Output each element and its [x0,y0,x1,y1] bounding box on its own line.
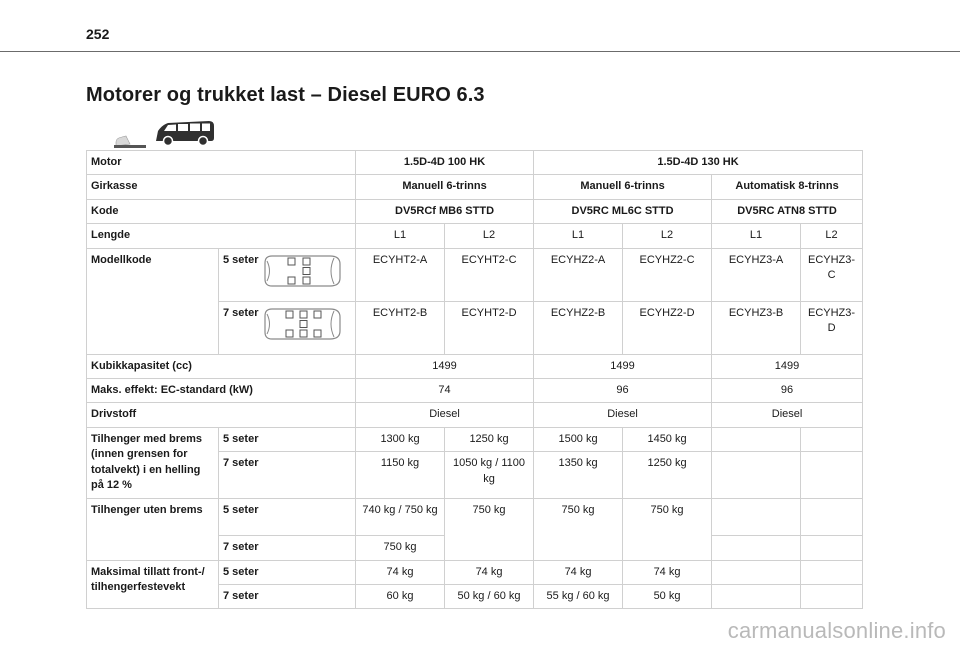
code-cell: DV5RC ATN8 STTD [712,199,863,223]
unbraked-trailer-label: Tilhenger uten brems [87,499,219,560]
gearbox-cell: Automatisk 8-trinns [712,175,863,199]
model-code-label: Modellkode [87,248,219,354]
unbraked-cell: 750 kg [445,499,534,560]
braked-cell: 1500 kg [534,427,623,451]
model-code-cell: ECYHZ2-A [534,248,623,301]
table-row [87,427,863,451]
unbraked-cell: 750 kg [356,536,445,560]
gearbox-cell: Manuell 6-trinns [534,175,712,199]
table-row [87,175,863,199]
table-row [87,403,863,427]
hitch-cell: 60 kg [356,584,445,608]
length-cell: L2 [801,224,863,248]
model-code-cell: ECYHZ2-B [534,301,623,354]
empty-cell [801,427,863,451]
seat-layout-7-icon [262,306,342,342]
capacity-label: Kubikkapasitet (cc) [87,354,356,378]
empty-cell [801,584,863,608]
seats-5-cell [219,248,356,301]
model-code-cell: ECYHZ3-D [801,301,863,354]
seats-7-label: 7 seter [219,452,356,499]
seats-5-label: 5 seter [219,427,356,451]
fuel-cell: Diesel [356,403,534,427]
engine-header: 1.5D-4D 100 HK [356,151,534,175]
empty-cell [801,560,863,584]
hitch-cell: 55 kg / 60 kg [534,584,623,608]
hitch-cell: 50 kg / 60 kg [445,584,534,608]
seat-layout-5-icon [262,253,342,289]
table-row [87,199,863,223]
braked-cell: 1050 kg / 1100 kg [445,452,534,499]
unbraked-cell: 750 kg [534,499,623,560]
empty-cell [712,560,801,584]
code-cell: DV5RCf MB6 STTD [356,199,534,223]
seats-7-label: 7 seter [219,536,356,560]
empty-cell [712,584,801,608]
engine-header: 1.5D-4D 130 HK [534,151,863,175]
model-code-cell: ECYHZ3-A [712,248,801,301]
fuel-cell: Diesel [712,403,863,427]
model-code-cell: ECYHT2-C [445,248,534,301]
empty-cell [712,427,801,451]
header-divider [0,51,960,52]
watermark[interactable]: carmanualsonline.info [727,618,946,643]
table-row [87,499,863,536]
van-side-icon [110,114,220,148]
code-cell: DV5RC ML6C STTD [534,199,712,223]
hitch-cell: 74 kg [356,560,445,584]
table-row [87,151,863,175]
seats-5-label: 5 seter [219,499,356,536]
seats-7-label: 7 seter [223,306,259,319]
empty-cell [801,499,863,536]
empty-cell [801,536,863,560]
seats-7-cell [219,301,356,354]
empty-cell [801,452,863,499]
power-cell: 74 [356,378,534,402]
motor-label: Motor [87,151,356,175]
model-code-cell: ECYHZ3-C [801,248,863,301]
hitch-cell: 74 kg [534,560,623,584]
hitch-cell: 50 kg [623,584,712,608]
power-cell: 96 [534,378,712,402]
empty-cell [712,499,801,536]
model-code-cell: ECYHT2-B [356,301,445,354]
length-cell: L1 [534,224,623,248]
code-label: Kode [87,199,356,223]
braked-cell: 1300 kg [356,427,445,451]
seats-5-label: 5 seter [219,560,356,584]
empty-cell [712,452,801,499]
braked-trailer-label: Tilhenger med brems (innen grensen for totalvekt) i en helling på 12 % [87,427,219,498]
seats-5-label: 5 seter [223,253,259,266]
power-label: Maks. effekt: EC-standard (kW) [87,378,356,402]
capacity-cell: 1499 [712,354,863,378]
power-cell: 96 [712,378,863,402]
gearbox-cell: Manuell 6-trinns [356,175,534,199]
braked-cell: 1250 kg [623,452,712,499]
seats-7-label: 7 seter [219,584,356,608]
fuel-cell: Diesel [534,403,712,427]
table-row [87,248,863,301]
fuel-label: Drivstoff [87,403,356,427]
model-code-cell: ECYHT2-A [356,248,445,301]
length-cell: L1 [356,224,445,248]
hitch-cell: 74 kg [445,560,534,584]
length-label: Lengde [87,224,356,248]
table-row [87,560,863,584]
empty-cell [712,536,801,560]
braked-cell: 1450 kg [623,427,712,451]
table-row [87,354,863,378]
gearbox-label: Girkasse [87,175,356,199]
capacity-cell: 1499 [534,354,712,378]
length-cell: L1 [712,224,801,248]
braked-cell: 1350 kg [534,452,623,499]
hitch-cell: 74 kg [623,560,712,584]
unbraked-cell: 740 kg / 750 kg [356,499,445,536]
model-code-cell: ECYHZ2-C [623,248,712,301]
table-row [87,378,863,402]
model-code-cell: ECYHT2-D [445,301,534,354]
braked-cell: 1150 kg [356,452,445,499]
length-cell: L2 [445,224,534,248]
capacity-cell: 1499 [356,354,534,378]
unbraked-cell: 750 kg [623,499,712,560]
model-code-cell: ECYHZ3-B [712,301,801,354]
table-row [87,224,863,248]
length-cell: L2 [623,224,712,248]
model-code-cell: ECYHZ2-D [623,301,712,354]
braked-cell: 1250 kg [445,427,534,451]
hitch-weight-label: Maksimal tillatt front-/ tilhengerfestevekt [87,560,219,609]
engine-spec-table [86,150,863,609]
page-title: Motorer og trukket last – Diesel EURO 6.3 [86,84,485,106]
page-number: 252 [86,26,110,42]
